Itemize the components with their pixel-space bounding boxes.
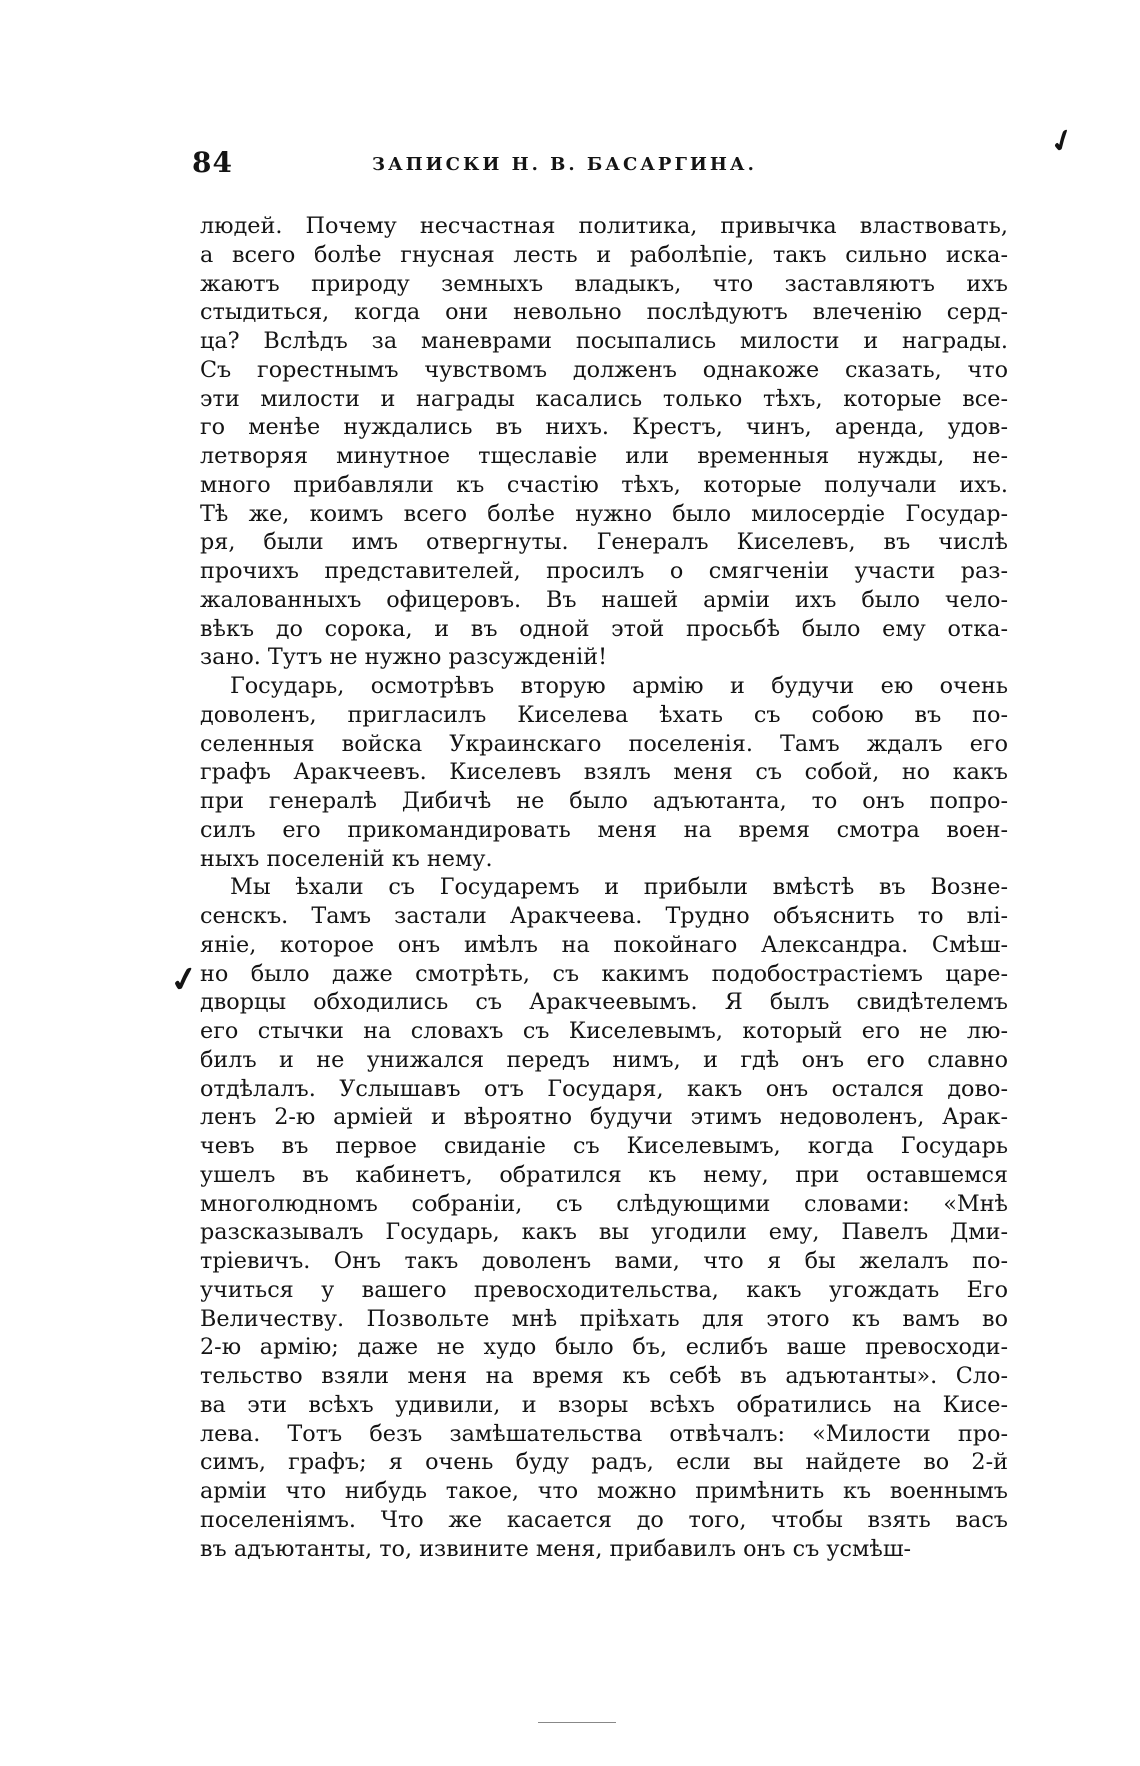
text-line: графъ Аракчеевъ. Киселевъ взялъ меня съ собой, но какъ (200, 759, 1008, 786)
text-line: билъ и не унижался передъ нимъ, и гдѣ онъ его славно (200, 1046, 1008, 1073)
text-line: много прибавляли къ счастію тѣхъ, которые получали ихъ. (200, 471, 1008, 498)
text-line: арміи что нибудь такое, что можно примѣнить къ военнымъ (200, 1478, 1008, 1504)
text-line: ря, были имъ отвергнуты. Генералъ Киселевъ, въ числѣ (200, 529, 1008, 556)
text-line: ва эти всѣхъ удивили, и взоры всѣхъ обратились на Кисе- (200, 1391, 1008, 1418)
text-line: его стычки на словахъ съ Киселевымъ, который его не лю- (200, 1018, 1008, 1044)
text-line: зано. Тутъ не нужно разсужденій! (200, 644, 608, 671)
text-line: яніе, которое онъ имѣлъ на покойнаго Александра. Смѣш- (200, 931, 1008, 958)
text-line: селенныя войска Украинскаго поселенія. Тамъ ждалъ его (200, 730, 1008, 757)
text-line: чевъ въ первое свиданіе съ Киселевымъ, когда Государь (200, 1133, 1008, 1159)
text-line: симъ, графъ; я очень буду радъ, если вы найдете во 2-й (200, 1449, 1008, 1476)
paragraph (200, 212, 1008, 672)
text-line: отдѣлалъ. Услышавъ отъ Государя, какъ онъ остался дово- (200, 1075, 1008, 1102)
text-line: эти милости и награды касались только тѣхъ, которые все- (200, 385, 1008, 412)
text-line: ушелъ въ кабинетъ, обратился къ нему, при оставшемся (200, 1161, 1008, 1188)
page-number: 84 (192, 146, 233, 179)
text-line: вѣкъ до сорока, и въ одной этой просьбѣ было ему отка- (200, 615, 1008, 642)
text-line: учиться у вашего превосходительства, какъ угождать Его (200, 1276, 1008, 1303)
text-line: стыдиться, когда они невольно послѣдуютъ влеченію серд- (200, 299, 1008, 326)
body-text (200, 212, 1008, 1563)
text-line: дворцы обходились съ Аракчеевымъ. Я былъ свидѣтелемъ (200, 989, 1008, 1016)
text-line: 2-ю армію; даже не худо было бъ, еслибъ ваше превосходи- (200, 1334, 1008, 1361)
text-line: Государь, осмотрѣвъ вторую армію и будучи ею очень (230, 673, 1008, 699)
text-line: въ адъютанты, то, извините меня, прибавилъ онъ съ усмѣш- (200, 1535, 912, 1562)
page-header (192, 146, 1004, 186)
text-line: разсказывалъ Государь, какъ вы угодили ему, Павелъ Дми- (200, 1219, 1008, 1246)
text-line: ца? Вслѣдъ за маневрами посыпались милости и награды. (200, 328, 1008, 354)
text-line: лева. Тотъ безъ замѣшательства отвѣчалъ: «Милости про- (200, 1420, 1008, 1447)
text-line: сенскъ. Тамъ застали Аракчеева. Трудно объяснить то влі- (200, 903, 1008, 929)
footer-rule (538, 1722, 616, 1723)
text-line: силъ его прикомандировать меня на время смотра воен- (200, 816, 1008, 843)
text-line: жаютъ природу земныхъ владыкъ, что заставляютъ ихъ (200, 270, 1008, 297)
text-line: тріевичъ. Онъ такъ доволенъ вами, что я бы желалъ по- (200, 1248, 1008, 1274)
text-line: жалованныхъ офицеровъ. Въ нашей арміи ихъ было чело- (200, 586, 1008, 613)
paragraph (200, 672, 1008, 873)
text-line: прочихъ представителей, просилъ о смягченіи участи раз- (200, 558, 1008, 584)
text-line: го менѣе нуждались въ нихъ. Крестъ, чинъ, аренда, удов- (200, 414, 1008, 441)
text-line: ленъ 2-ю арміей и вѣроятно будучи этимъ недоволенъ, Арак- (200, 1104, 1008, 1131)
text-line: а всего болѣе гнусная лесть и раболѣпіе, такъ сильно иска- (200, 241, 1008, 268)
text-line: многолюдномъ собраніи, съ слѣдующими словами: «Мнѣ (200, 1190, 1008, 1217)
text-line: Мы ѣхали съ Государемъ и прибыли вмѣстѣ въ Возне- (230, 874, 1008, 901)
corner-pencil-mark: ✓ (1044, 120, 1081, 163)
paragraph (200, 873, 1008, 1563)
text-line: но было даже смотрѣть, съ какимъ подобострастіемъ царе- (200, 960, 1008, 987)
text-line: людей. Почему несчастная политика, привычка властвовать, (200, 213, 1008, 239)
text-line: Величеству. Позвольте мнѣ пріѣхать для этого къ вамъ во (200, 1305, 1008, 1332)
text-line: тельство взяли меня на время къ себѣ въ адъютанты». Сло- (200, 1363, 1008, 1389)
text-line: поселеніямъ. Что же касается до того, чтобы взять васъ (200, 1506, 1008, 1533)
margin-pencil-mark: ✓ (166, 957, 202, 1003)
text-line: летворяя минутное тщеславіе или временныя нужды, не- (200, 443, 1008, 469)
text-line: ныхъ поселеній къ нему. (200, 845, 493, 872)
text-line: Съ горестнымъ чувствомъ долженъ однакоже сказать, что (200, 356, 1008, 383)
running-title: ЗАПИСКИ Н. В. БАСАРГИНА. (372, 154, 757, 175)
text-line: при генералѣ Дибичѣ не было адъютанта, то онъ попро- (200, 788, 1008, 814)
text-line: доволенъ, пригласилъ Киселева ѣхать съ собою въ по- (200, 701, 1008, 728)
text-line: Тѣ же, коимъ всего болѣе нужно было милосердіе Государ- (200, 500, 1008, 527)
